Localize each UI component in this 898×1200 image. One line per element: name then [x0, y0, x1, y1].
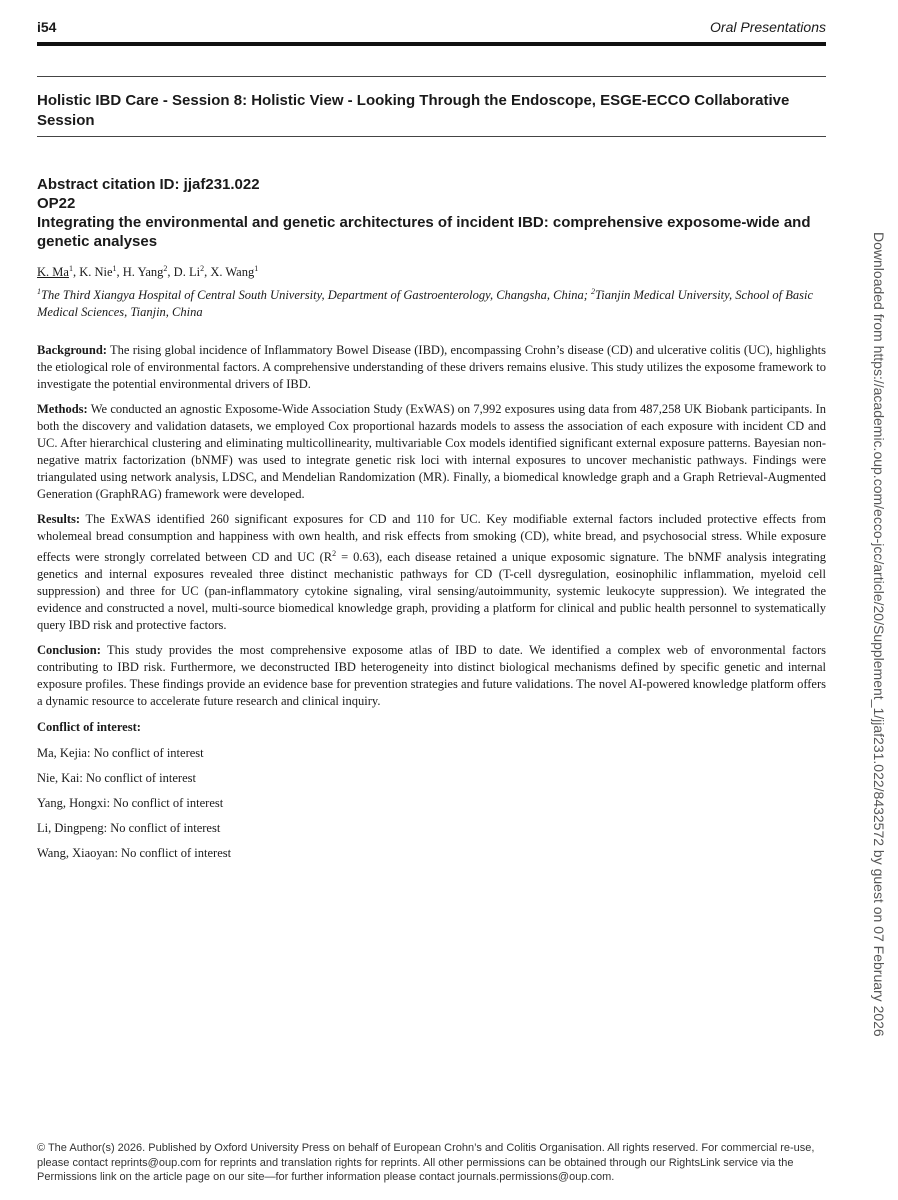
session-bottom-divider	[37, 136, 826, 137]
conflict-of-interest-item: Wang, Xiaoyan: No conflict of interest	[37, 846, 232, 861]
page-number: i54	[37, 19, 57, 35]
copyright-footer: © The Author(s) 2026. Published by Oxford University Press on behalf of European Crohn’s and Colitis Organisation. All rights reserved. For commercial re-use, please contact reprints@oup.com for reprints and translation rights for reprints. All other permissions can be obtained through our RightsLink service via the Permissions link on the article page on our site—for further information please contact journals.permissions@oup.com.	[37, 1142, 815, 1183]
abstract	[37, 175, 826, 860]
author: X. Wang$^1$	[210, 264, 259, 280]
abstract-code: OP22	[37, 195, 76, 212]
conclusion-label: Conclusion:	[37, 643, 101, 658]
abstract-citation-id: Abstract citation ID: jjaf231.022	[37, 176, 260, 193]
author: K. Nie$^1$,	[79, 264, 123, 280]
download-watermark: Downloaded from https://academic.oup.com/ecco-jcc/article/20/Supplement_1/jjaf231.022/8432572 by guest on 07 February 2026	[871, 232, 887, 1037]
section-label: Oral Presentations	[710, 19, 826, 35]
methods-paragraph: Methods: We conducted an agnostic Exposome-Wide Association Study (ExWAS) on 7,992 exposures using data from 487,258 UK Biobank participants. In both the discovery and validation datasets, we employed Cox proportional hazards models to assess the association of each exposure with incident CD and UC. After hierarchical clustering and eliminating multicollinearity, multivariable Cox models identified significant external exposure patterns. Bayesian non-negative matrix factorization (bNMF) was used to integrate genetic risk loci with internal exposures to uncover mechanistic pathways. Findings were triangulated using network analysis, LDSC, and Mendelian Randomization (MR). Finally, a biomedical knowledge graph and a Graph Retrieval-Augmented Generation (GraphRAG) framework were developed.	[37, 402, 826, 502]
author-list	[37, 261, 826, 280]
session-top-divider	[37, 76, 826, 77]
abstract-title: Integrating the environmental and genetic architectures of incident IBD: comprehensive exposome-wide and genetic analyses	[37, 214, 811, 250]
author: K. Ma$^1$,	[37, 264, 80, 280]
conflict-of-interest-heading: Conflict of interest:	[37, 720, 141, 735]
conclusion-paragraph: Conclusion: This study provides the most comprehensive exposome atlas of IBD to date. We identified a complex web of envoronmental factors contributing to IBD risk. Furthermore, we deconstructed IBD heterogeneity into distinct biological mechanisms defined by specific genetic and internal exposure profiles. These findings provide an evidence base for prevention strategies and future validations. The novel AI-powered knowledge platform offers a dynamic resource to accelerate future research and clinical inquiry.	[37, 643, 826, 709]
conflict-of-interest-item: Yang, Hongxi: No conflict of interest	[37, 796, 224, 811]
author: D. Li$^2$,	[173, 264, 211, 280]
results-paragraph: Results: The ExWAS identified 260 significant exposures for CD and 110 for UC. Key modifiable external factors included protective effects from wholemeal bread consumption and happiness with own health, and risk effects from smoking (CD), white bread, and psychosocial stress. While exposure effects were strongly correlated between CD and UC $(R^2 = 0.63)$, each disease retained a unique exposomic signature. The bNMF analysis integrating genetics and internal exposures revealed three distinct mechanistic pathways for CD (T-cell dysregulation, eosinophilic inflammation, myeloid cell suppression) and three for UC (pan-inflammatory cytokine signaling, viral sensing/autoimmunity, systemic leukocyte suppression). We integrated the evidence and constructed a novel, multi-source biomedical knowledge graph, providing a platform for clinical and public health personnel to systematically query IBD risk and protective factors.	[37, 512, 826, 633]
author: H. Yang$^2$,	[122, 264, 174, 280]
background-label: Background:	[37, 343, 107, 358]
results-label: Results:	[37, 512, 81, 527]
affiliations: $^1$The Third Xiangya Hospital of Central South University, Department of Gastroenterology, Changsha, China; $^2$Tianjin Medical University, School of Basic Medical Sciences, Tianjin, China	[37, 287, 814, 320]
session-title: Holistic IBD Care - Session 8: Holistic View - Looking Through the Endoscope, ESGE-ECCO Collaborative Session	[37, 92, 790, 129]
conflict-of-interest-item: Ma, Kejia: No conflict of interest	[37, 746, 204, 761]
header-rule	[37, 42, 826, 46]
conflict-of-interest-item: Nie, Kai: No conflict of interest	[37, 771, 196, 786]
methods-label: Methods:	[37, 402, 88, 417]
conflict-of-interest-item: Li, Dingpeng: No conflict of interest	[37, 821, 221, 836]
background-paragraph: Background: The rising global incidence of Inflammatory Bowel Disease (IBD), encompassing Crohn’s disease (CD) and ulcerative colitis (UC), highlights the etiological role of environmental factors. A comprehensive understanding of these drivers remains elusive. This study utilizes the exposome framework to investigate the potential environmental drivers of IBD.	[37, 343, 826, 392]
